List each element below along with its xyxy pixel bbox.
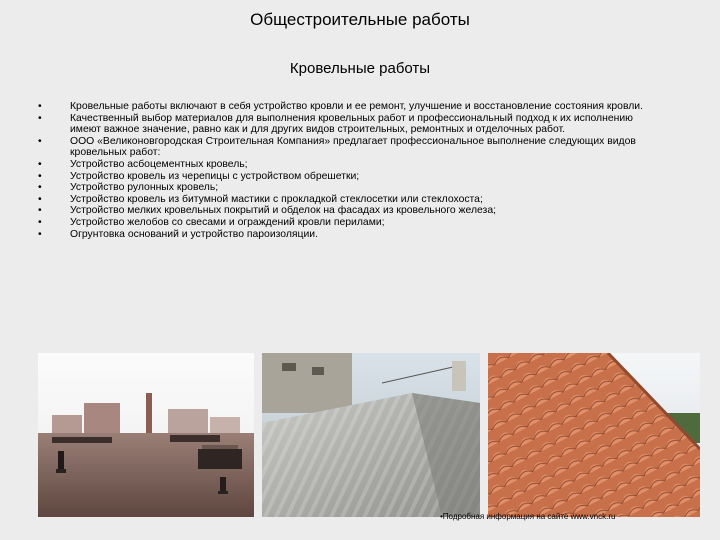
bullet-icon: • bbox=[38, 182, 42, 194]
footer-note: •Подробная информация на сайте www.vnck.ru bbox=[440, 512, 616, 521]
bullet-icon: • bbox=[38, 216, 42, 228]
bullet-icon: • bbox=[38, 170, 42, 182]
bullet-icon: • bbox=[38, 193, 42, 205]
list-item-text: Устройство асбоцементных кровель; bbox=[70, 158, 248, 170]
clay-tile-roof-photo bbox=[488, 353, 700, 517]
list-item bbox=[38, 101, 658, 113]
list-item-text: ООО «Великоновгородская Строительная Компания» предлагает профессиональное выполнение следующих видов кровельных работ: bbox=[70, 135, 636, 159]
flat-roof-photo bbox=[38, 353, 254, 517]
list-item-text: Огрунтовка оснований и устройство пароизоляции. bbox=[70, 228, 318, 240]
list-item bbox=[38, 113, 658, 136]
list-item bbox=[38, 159, 658, 171]
list-item-text: Устройство кровель из битумной мастики с прокладкой стеклосетки или стеклохоста; bbox=[70, 193, 483, 205]
list-item bbox=[38, 205, 658, 217]
asbestos-cement-roof-photo bbox=[262, 353, 480, 517]
bullet-icon: • bbox=[38, 112, 42, 124]
bullet-icon: • bbox=[38, 158, 42, 170]
bullet-list bbox=[38, 101, 658, 240]
list-item bbox=[38, 229, 658, 241]
list-item-text: Устройство кровель из черепицы с устройством обрешетки; bbox=[70, 170, 360, 182]
bullet-icon: • bbox=[38, 205, 42, 217]
bullet-icon: • bbox=[38, 135, 42, 147]
list-item-text: Устройство желобов со свесами и ограждений кровли перилами; bbox=[70, 216, 385, 228]
list-item bbox=[38, 194, 658, 206]
list-item-text: Качественный выбор материалов для выполнения кровельных работ и профессиональный подход к их исполнению имеют важное значение, равно как и для других видов строительных, ремонтных и отделочных работ. bbox=[70, 112, 633, 136]
list-item bbox=[38, 217, 658, 229]
list-item bbox=[38, 136, 658, 159]
list-item-text: Устройство мелких кровельных покрытий и обделок на фасадах из кровельного железа; bbox=[70, 205, 496, 217]
list-item-text: Кровельные работы включают в себя устройство кровли и ее ремонт, улучшение и восстановление состояния кровли. bbox=[70, 101, 643, 112]
list-item bbox=[38, 171, 658, 183]
slide-subtitle: Кровельные работы bbox=[289, 60, 431, 77]
bullet-icon: • bbox=[38, 101, 42, 112]
slide-title: Общестроительные работы bbox=[250, 10, 470, 29]
list-item bbox=[38, 182, 658, 194]
bullet-icon: • bbox=[38, 228, 42, 240]
list-item-text: Устройство рулонных кровель; bbox=[70, 182, 219, 194]
